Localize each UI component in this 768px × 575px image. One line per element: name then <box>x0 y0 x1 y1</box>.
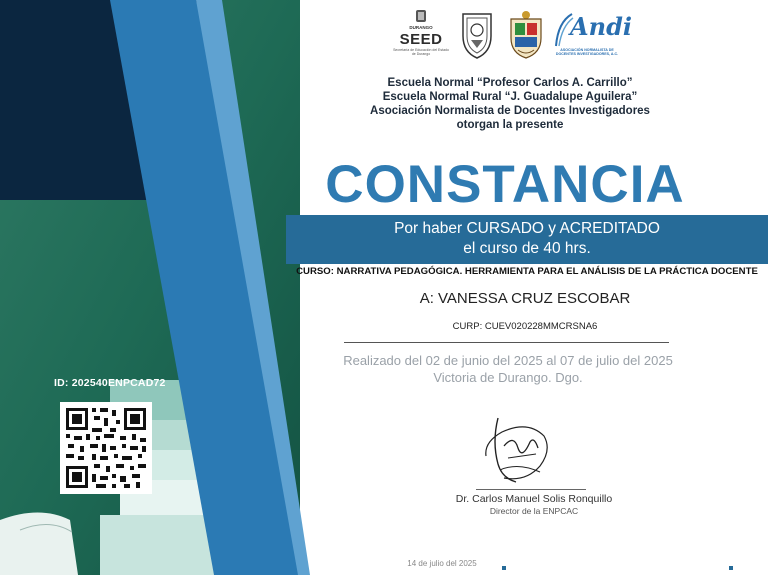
divider-line <box>344 342 669 343</box>
institution-block <box>340 76 680 132</box>
colored-crest-icon <box>508 10 544 60</box>
decorative-dot <box>502 566 506 570</box>
andi-wordmark: Andi <box>570 12 632 41</box>
signature-line <box>476 489 586 490</box>
side-panel-art <box>0 0 310 575</box>
signature-scribble-icon <box>478 412 554 490</box>
signer-name: Dr. Carlos Manuel Solis Ronquillo <box>455 493 613 505</box>
logo-row <box>392 8 632 64</box>
escuela-normal-shield-logo <box>460 10 494 60</box>
date-place-block <box>318 352 698 386</box>
band-line: Por haber CURSADO y ACREDITADO <box>394 220 660 237</box>
certificate-id: ID: 202540ENPCAD72 <box>54 377 166 389</box>
qr-code[interactable] <box>60 402 152 494</box>
course-name: CURSO: NARRATIVA PEDAGÓGICA. HERRAMIENTA PARA EL ANÁLISIS DE LA PRÁCTICA DOCENTE <box>296 266 758 277</box>
curp-value: CURP: CUEV020228MMCRSNA6 <box>452 321 598 332</box>
decorative-side-panel <box>0 0 310 575</box>
seed-logo: DURANGO SEED Secretaría de Educación del Estado de Durango <box>392 8 450 62</box>
institution-line: Escuela Normal Rural “J. Guadalupe Aguilera” <box>382 91 638 103</box>
signature <box>478 412 554 490</box>
escuela-rural-shield-logo <box>508 10 544 60</box>
institution-line: Asociación Normalista de Docentes Investigadores <box>370 105 650 117</box>
institution-line: otorgan la presente <box>456 119 564 131</box>
signer-role: Director de la ENPCAC <box>489 506 579 516</box>
certificate-title: CONSTANCIA <box>325 155 685 214</box>
issue-place: Victoria de Durango. Dgo. <box>433 370 583 385</box>
andi-logo: Andi ASOCIACIÓN NORMALISTA DE DOCENTES INVESTIGADORES, A.C. <box>555 12 632 57</box>
accreditation-band <box>286 215 768 264</box>
decorative-dot <box>729 566 733 570</box>
issue-date: 14 de julio del 2025 <box>407 559 477 568</box>
band-line: el curso de 40 hrs. <box>463 240 591 257</box>
shield-crest-icon <box>460 10 494 60</box>
qr-code-icon <box>60 402 152 494</box>
seed-wordmark: SEED <box>399 31 443 48</box>
institution-line: Escuela Normal “Profesor Carlos A. Carrillo” <box>387 77 633 89</box>
recipient-name: A: VANESSA CRUZ ESCOBAR <box>419 290 631 307</box>
course-dates: Realizado del 02 de junio del 2025 al 07 de julio del 2025 <box>343 353 673 368</box>
